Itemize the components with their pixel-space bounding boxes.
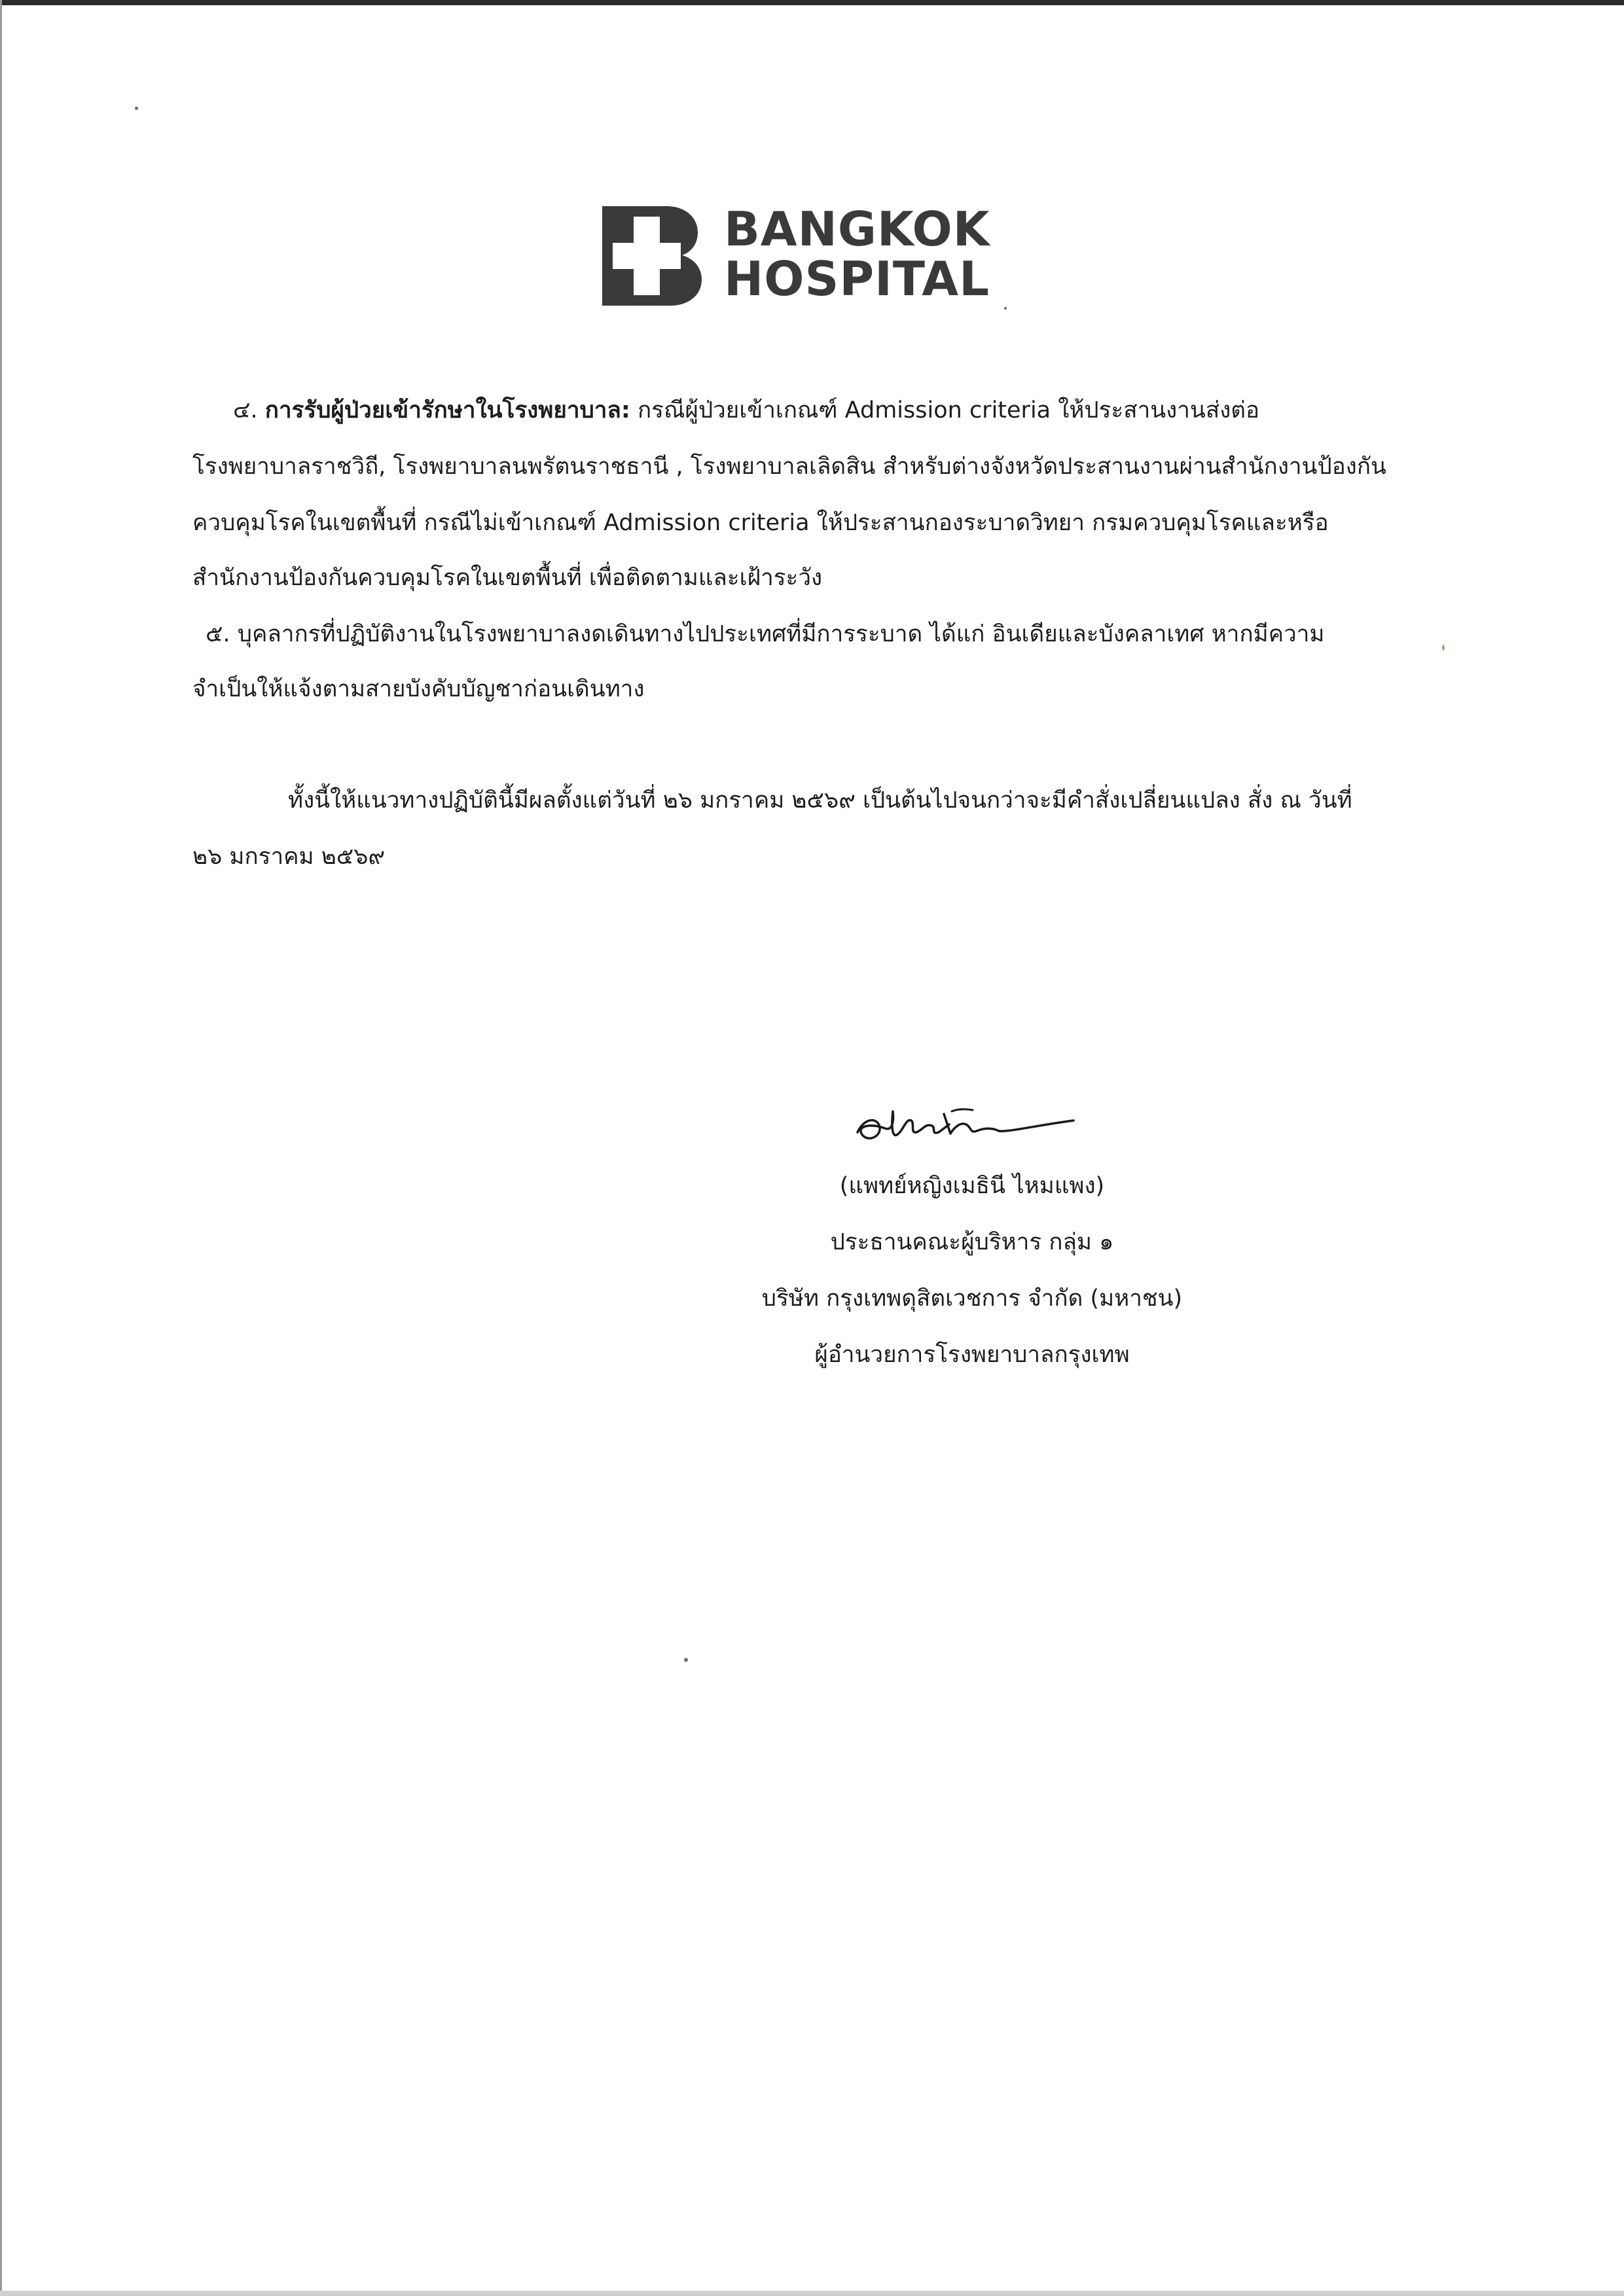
effective-line2: ๒๖ มกราคม ๒๕๖๙ (192, 844, 386, 870)
scan-border-top (0, 0, 1624, 5)
hospital-logo (602, 204, 1021, 309)
scan-speck (1442, 645, 1445, 651)
scan-border-bottom (0, 2291, 1624, 2296)
item4-line3: ควบคุมโรคในเขตพื้นที่ กรณีไม่เข้าเกณฑ์ Admission criteria ให้ประสานกองระบาดวิทยา กรมควบคุมโรคและหรือ (192, 510, 1329, 536)
scan-border-left (0, 0, 2, 2296)
item4-line1-text: กรณีผู้ป่วยเข้าเกณฑ์ Admission criteria ให้ประสานงานส่งต่อ (637, 397, 1260, 423)
item4-line1 (233, 395, 1259, 425)
item4-line2: โรงพยาบาลราชวิถี, โรงพยาบาลนพรัตนราชธานี , โรงพยาบาลเลิดสิน สำหรับต่างจังหวัดประสานงานผ่านสำนักงานป้องกัน (192, 454, 1386, 480)
signatory-title3: ผู้อำนวยการโรงพยาบาลกรุงเทพ (814, 1342, 1130, 1368)
item5-line2: จำเป็นให้แจ้งตามสายบังคับบัญชาก่อนเดินทาง (192, 676, 645, 702)
scan-speck (135, 107, 138, 110)
logo-text-line1: BANGKOK (724, 202, 990, 257)
item4-heading: การรับผู้ป่วยเข้ารักษาในโรงพยาบาล: (264, 397, 630, 423)
handwritten-signature (851, 1092, 1087, 1164)
scan-speck (684, 1658, 688, 1662)
signatory-title1: ประธานคณะผู้บริหาร กลุ่ม ๑ (830, 1229, 1114, 1255)
effective-line1: ทั้งนี้ให้แนวทางปฏิบัตินี้มีผลตั้งแต่วันที่ ๒๖ มกราคม ๒๕๖๙ เป็นต้นไปจนกว่าจะมีคำสั่งเปลี่ยนแปลง สั่ง ณ วันที่ (288, 787, 1352, 814)
item4-line4: สำนักงานป้องกันควบคุมโรคในเขตพื้นที่ เพื่อติดตามและเฝ้าระวัง (192, 565, 823, 591)
item5-line1: ๕. บุคลากรที่ปฏิบัติงานในโรงพยาบาลงดเดินทางไปประเทศที่มีการระบาด ได้แก่ อินเดียและบังคลาเทศ หากมีความ (206, 621, 1325, 647)
logo-text-line2: HOSPITAL (724, 251, 990, 306)
bangkok-hospital-cross-icon (602, 206, 702, 306)
item4-number: ๔. (233, 397, 258, 423)
signatory-title2: บริษัท กรุงเทพดุสิตเวชการ จำกัด (มหาชน) (761, 1285, 1183, 1312)
signatory-name: (แพทย์หญิงเมธินี ไหมแพง) (839, 1173, 1105, 1199)
